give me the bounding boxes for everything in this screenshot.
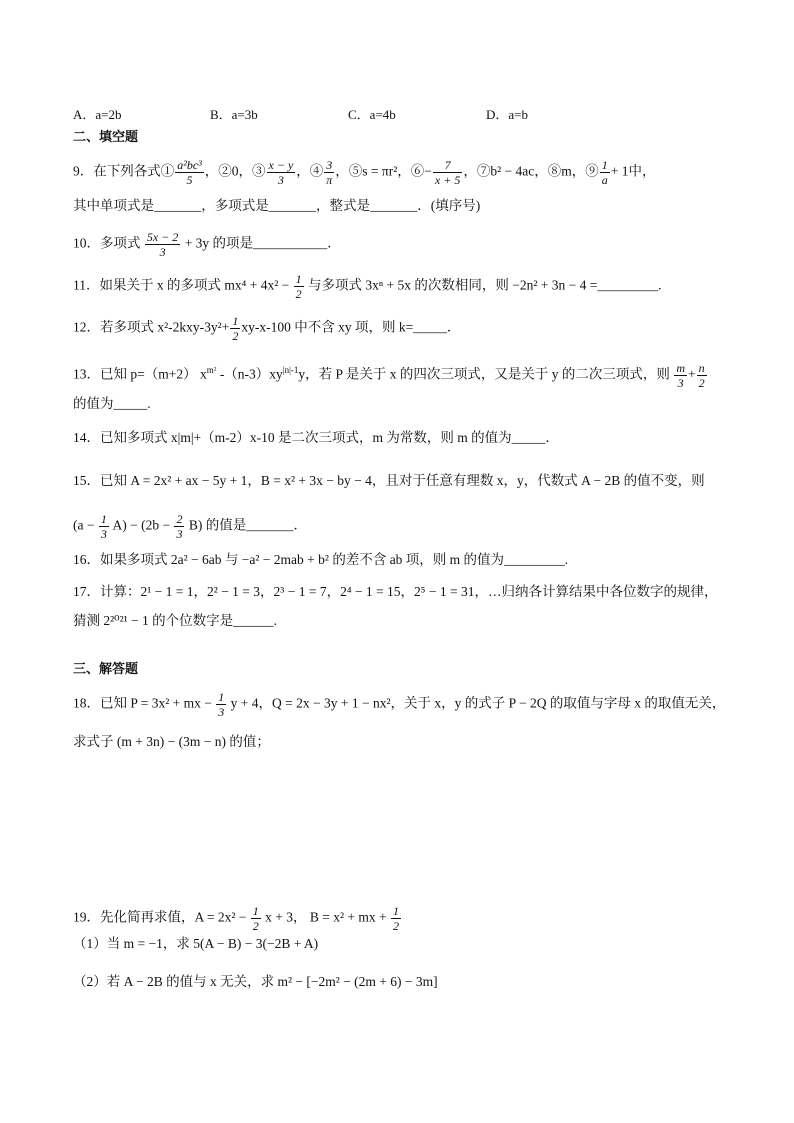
q15-frac-2-den: 3: [176, 527, 183, 541]
q18-frac-num: 1: [218, 690, 225, 704]
q9-frac-9-den: a: [601, 173, 608, 187]
q15-frac-2-num: 2: [176, 512, 183, 526]
q10-suffix: + 3y 的项是___________．: [184, 235, 341, 251]
question-13: [73, 360, 734, 390]
q18-frac-den: 3: [218, 705, 225, 719]
q13-frac-m-num: m: [676, 360, 685, 375]
q9-intro: 在下列各式: [93, 163, 161, 179]
q9-frac-9-num: 1: [601, 158, 608, 172]
question-18-line-2: 求式子 (m + 3n) − (3m − n) 的值；: [73, 734, 270, 749]
q19-frac-2-den: 2: [393, 919, 400, 933]
question-19-line-1: [73, 904, 734, 933]
question-15-line-1: 15．已知 A = 2x² + ax − 5y + 1，B = x² + 3x − by − 4，且对于任意有理数 x，y，代数式 A − 2B 的值不变，则: [73, 473, 705, 488]
q15-frac-1-num: 1: [100, 512, 107, 526]
option-b: B．a=3b: [210, 107, 258, 122]
q15-frac-1-den: 3: [100, 527, 107, 541]
q13-frac-n: [697, 361, 707, 390]
q10-prefix: 10．多项式: [73, 235, 141, 251]
q9-frac-6-den: x + 5: [434, 173, 461, 187]
q18-prefix: 18．已知 P = 3x² + mx −: [73, 695, 212, 711]
q13-line-2: 的值为_____.: [73, 396, 151, 411]
question-9: [73, 158, 734, 187]
question-19-sub-1: （1）当 m = −1，求 5(A − B) − 3(−2B + A): [73, 936, 319, 951]
q9-c5: ，⑤s = πr²，⑥−: [335, 163, 432, 179]
q12-prefix: 12．若多项式 x²-2kxy-3y²+: [73, 319, 230, 335]
q15-frac-1: [99, 512, 109, 541]
q13-plus: +: [687, 366, 696, 382]
q12-suffix: xy-x-100 中不含 xy 项，则 k=_____．: [241, 319, 461, 335]
question-14: 14．已知多项式 x|m|+（m-2）x-10 是二次三项式，m 为常数，则 m 的值为_____．: [73, 430, 559, 445]
question-16: 16．如果多项式 2a² − 6ab 与 −a² − 2mab + b² 的差不含 ab 项，则 m 的值为_________.: [73, 552, 569, 567]
q15-frac-2: [174, 512, 184, 541]
q9-frac-3-den: 3: [277, 173, 284, 187]
q15-l2a: (a −: [73, 517, 95, 533]
question-17-line-1: 17．计算：2¹ − 1 = 1，2² − 1 = 3，2³ − 1 = 7，2⁴ − 1 = 15，2⁵ − 1 = 31，…归纳各计算结果中各位数字的规律，: [73, 584, 718, 599]
q19-frac-2: [391, 904, 401, 933]
q9-frac-6-num: 7: [433, 158, 462, 173]
q13-frac-n-num: n: [698, 360, 705, 375]
q9-frac-3: [267, 158, 296, 187]
q12-frac-num: 1: [232, 314, 239, 328]
q9-line-2: 其中单项式是_______，多项式是_______，整式是_______．(填序号): [73, 198, 481, 213]
q15-l2b: A) − (2b −: [112, 517, 171, 533]
q11-frac: [294, 272, 304, 301]
q9-c7: ，⑦b² − 4ac，⑧m，⑨: [463, 163, 599, 179]
q9-c2: ，②0，③: [204, 163, 266, 179]
q11-suffix: 与多项式 3xⁿ + 5x 的次数相同，则 −2n² + 3n − 4 =_________.: [307, 277, 662, 293]
question-11: [73, 272, 734, 301]
q9-c4: ，④: [296, 163, 324, 179]
option-a: A．a=2b: [73, 107, 122, 122]
q10-frac: [145, 230, 180, 259]
q19-frac-1: [251, 904, 261, 933]
q10-frac-num: 5x − 2: [146, 230, 179, 244]
q19-prefix: 19．先化简再求值，A = 2x² −: [73, 909, 247, 925]
q9-frac-3-num: x − y: [268, 158, 294, 172]
q19-frac-2-num: 1: [393, 904, 400, 918]
section-solve-heading: 三、解答题: [73, 662, 139, 677]
q9-c1: ①: [160, 163, 175, 179]
question-12: [73, 314, 734, 343]
q19-frac-1-den: 2: [252, 919, 259, 933]
question-19-sub-2: （2）若 A − 2B 的值与 x 无关，求 m² − [−2m² − (2m + 6) − 3m]: [73, 974, 438, 989]
option-c: C．a=4b: [348, 107, 396, 122]
question-18-line-1: [73, 690, 734, 719]
q18-suffix: y + 4，Q = 2x − 3y + 1 − nx²，关于 x，y 的式子 P − 2Q 的取值与字母 x 的取值无关，: [230, 695, 726, 711]
q13-rest: y，若 P 是关于 x 的四次三项式，又是关于 y 的二次三项式，则: [298, 366, 670, 382]
q9-frac-9: [600, 158, 610, 187]
q13-mid: -（n-3）xy: [216, 366, 283, 382]
q13-sup2: |n|-1: [282, 365, 299, 375]
q9-frac-4-den: π: [326, 173, 333, 187]
q18-frac: [216, 690, 226, 719]
q9-frac-6: [433, 158, 462, 187]
q9-c9-tail: + 1中，: [610, 163, 656, 179]
q13-prefix: 13．已知 p=（m+2） x: [73, 366, 207, 382]
q11-frac-den: 2: [295, 287, 302, 301]
q13-frac-n-den: 2: [698, 375, 705, 390]
question-15-line-2: [73, 512, 734, 541]
q19-frac-1-num: 1: [252, 904, 259, 918]
q11-prefix: 11．如果关于 x 的多项式 mx⁴ + 4x² −: [73, 277, 290, 293]
q12-frac: [230, 314, 240, 343]
q9-frac-1-den: 5: [186, 173, 193, 187]
q9-frac-4: [324, 158, 334, 187]
question-10: [73, 230, 734, 259]
q9-frac-4-num: 3: [324, 158, 334, 173]
q11-frac-num: 1: [295, 272, 302, 286]
q9-frac-1-num: a²bc³: [177, 158, 202, 172]
q15-l2c: B) 的值是_______．: [188, 517, 307, 533]
q12-frac-den: 2: [232, 329, 239, 343]
section-fill-heading: 二、填空题: [73, 130, 139, 145]
q19-mid: x + 3， B = x² + mx +: [265, 909, 387, 925]
question-17-line-2: 猜测 2²⁰²¹ − 1 的个位数字是______.: [73, 613, 278, 628]
option-d: D．a=b: [486, 107, 528, 122]
q9-num: 9．: [73, 163, 94, 179]
q10-frac-den: 3: [159, 245, 166, 259]
q13-frac-m: [674, 361, 687, 390]
q9-frac-1: [175, 158, 204, 187]
q13-sup1: m²: [206, 365, 217, 375]
q13-frac-m-den: 3: [677, 375, 684, 390]
